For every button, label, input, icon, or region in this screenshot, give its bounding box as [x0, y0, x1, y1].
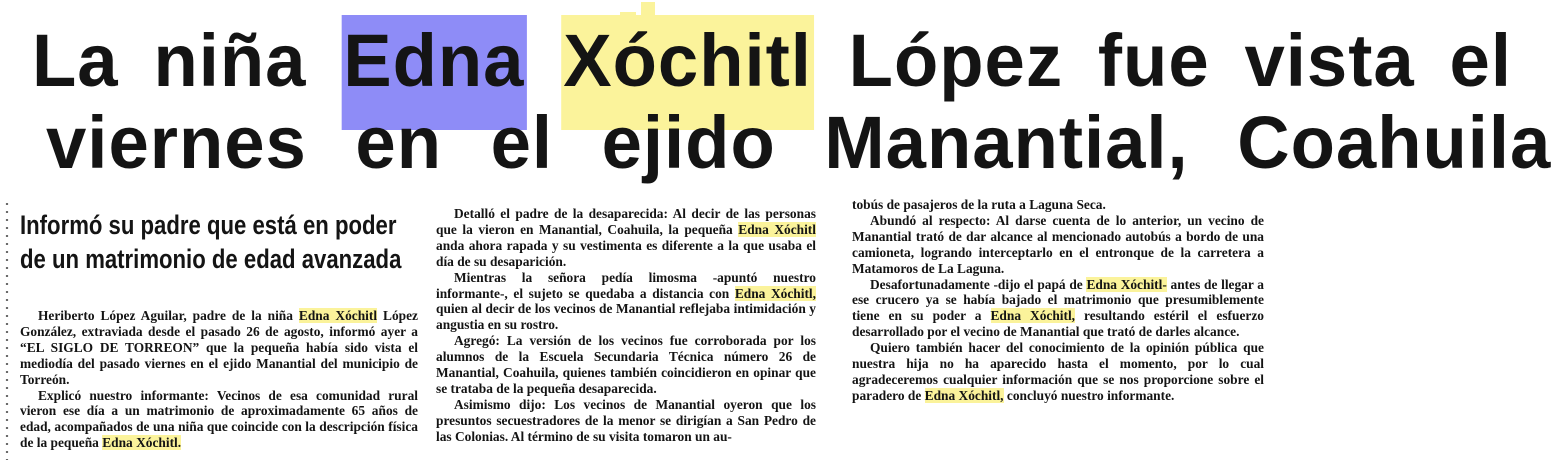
- paragraph: [436, 206, 816, 270]
- text-run: antes de llegar a ese crucero ya se había bajado el matrimonio que presumiblemente tiene en su poder a: [852, 276, 1264, 324]
- text-run: anda ahora rapada y su vestimenta es diferente a la que usaba el día de su desaparición.: [436, 237, 816, 269]
- paragraph: [20, 308, 418, 388]
- headline-prefix: La niña: [32, 19, 307, 102]
- headline-name-first: Edna: [341, 15, 526, 130]
- text-run: Heriberto López Aguilar, padre de la niña: [38, 308, 299, 323]
- highlighted-name: Edna Xóchitl,: [734, 285, 816, 301]
- subheadline-line-2: de un matrimonio de edad avanzada: [20, 244, 402, 274]
- highlighted-name: Edna Xóchitl-: [1086, 276, 1167, 292]
- text-run: Explicó nuestro informante: Vecinos de esa comunidad rural vieron ese día a un matrimonio de aproximadamente 65 años de edad, acompañados de una niña que coincide con la descripción física de la pequeña: [20, 387, 418, 451]
- article-column-2: [436, 206, 816, 445]
- paragraph: Asimismo dijo: Los vecinos de Manantial oyeron que los presuntos secuestradores de la menor se dirigían a San Pedro de las Colonias. Al término de su visita tomaron un au-: [436, 396, 816, 444]
- headline-line-2: viernes en el ejido Manantial, Coahuila: [46, 101, 1551, 184]
- text-run: Detalló el padre de la desaparecida: Al decir de las personas que la vieron en Manantial, Coahuila, la pequeña: [436, 206, 816, 237]
- subheadline-line-1: Informó su padre que está en poder: [20, 210, 397, 240]
- subheadline: [20, 208, 402, 276]
- column-rule-dots: [2, 200, 12, 460]
- text-run: quien al decir de los vecinos de Manantial reflejaba intimidación y angustia en su rostro.: [436, 301, 816, 333]
- paragraph: [436, 270, 816, 334]
- paragraph: [852, 340, 1264, 404]
- headline-suffix: López fue vista el: [848, 19, 1512, 102]
- text-run: López González, extraviada desde el pasado 26 de agosto, informó ayer a “EL SIGLO DE TORREON” que la pequeña había sido vista el mediodía del pasado viernes en el ejido Manantial del municipio de Torreón.: [20, 308, 418, 387]
- paragraph: Agregó: La versión de los vecinos fue corroborada por los alumnos de la Escuela Secundaria Técnica número 26 de Manantial, Coahuila, quienes también coincidieron en opinar que se trataba de la pequeña desaparecida.: [436, 333, 816, 396]
- text-run: concluyó nuestro informante.: [1003, 387, 1175, 403]
- article-column-1: [20, 308, 418, 451]
- highlighted-name: Edna Xóchitl.: [102, 435, 182, 451]
- highlighted-name: Edna Xóchitl,: [990, 308, 1076, 324]
- text-run: Mientras la señora pedía limosma -apuntó nuestro informante-, el sujeto se quedaba a distancia con: [436, 269, 816, 301]
- text-run: Quiero también hacer del conocimiento de la opinión pública que nuestra hija no ha aparecido hasta el momento, por lo cual agradeceremos cualquier información que se nos proporcione sobre el paradero de: [852, 340, 1264, 403]
- highlighted-name: Edna Xóchitl: [738, 221, 816, 237]
- highlighted-name: Edna Xóchitl: [298, 308, 378, 323]
- paragraph: tobús de pasajeros de la ruta a Laguna Seca.: [852, 197, 1106, 212]
- text-run: Desafortunadamente -dijo el papá de: [870, 276, 1087, 292]
- paragraph: [20, 388, 418, 452]
- headline-name-second: Xóchitl: [561, 15, 814, 130]
- text-run: resultando estéril el esfuerzo desarrollado por el vecino de Manantial que trató de darles alcance.: [852, 308, 1264, 340]
- headline: [0, 0, 1551, 190]
- headline-line-1: [32, 19, 1512, 102]
- article-column-3: [852, 197, 1264, 404]
- highlighted-name: Edna Xóchitl,: [924, 387, 1004, 403]
- paragraph: Abundó al respecto: Al darse cuenta de lo anterior, un vecino de Manantial trató de dar alcance al mencionado autobús a bordo de una camioneta, logrando interceptarlo en el entronque de la carretera a Matamoros de La Laguna.: [852, 212, 1264, 276]
- paragraph: [852, 277, 1264, 341]
